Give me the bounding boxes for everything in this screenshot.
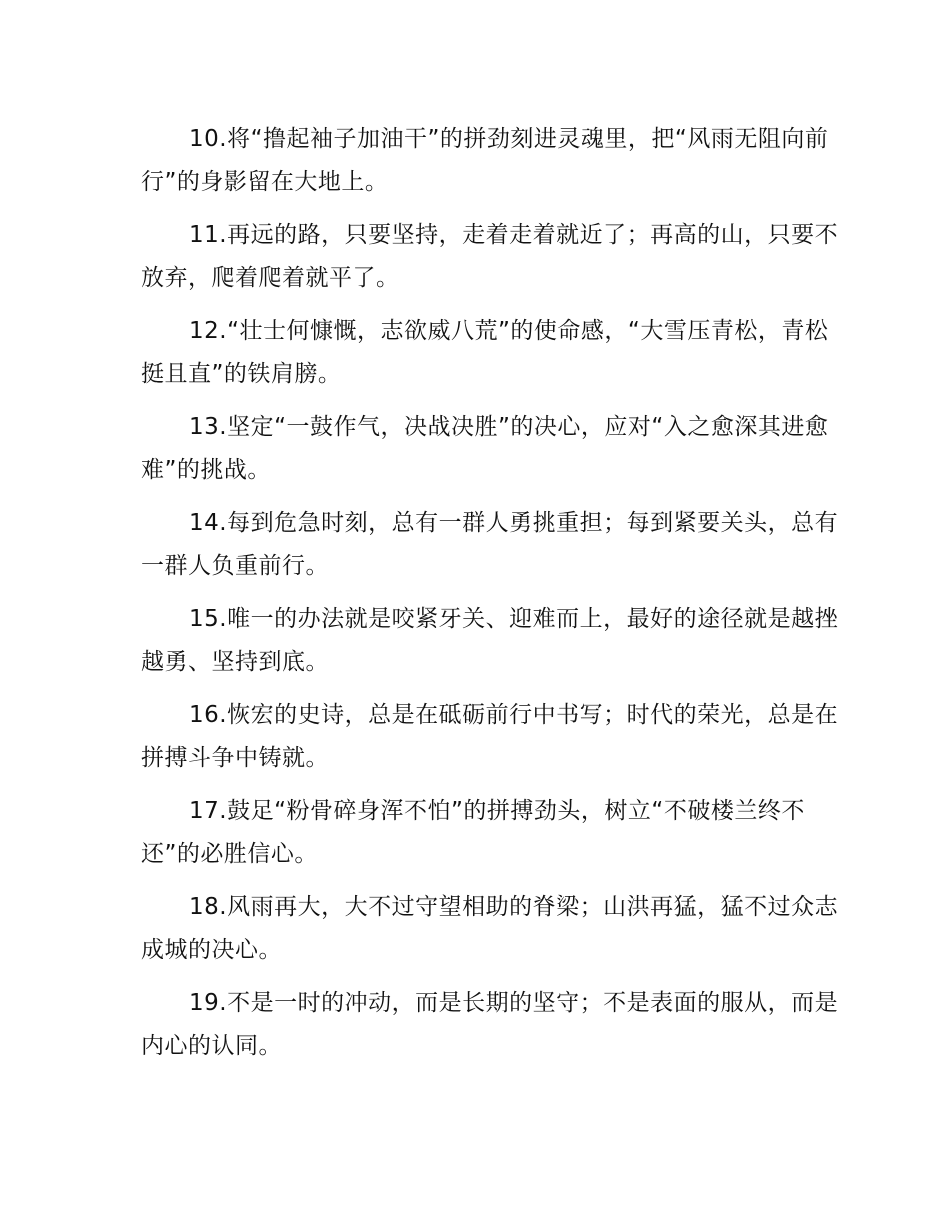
paragraph-number: 15. xyxy=(189,606,228,632)
paragraph-text: 唯一的办法就是咬紧牙关、迎难而上，最好的途径就是越挫越勇、坚持到底。 xyxy=(141,606,839,675)
paragraph-19 xyxy=(141,982,841,1068)
paragraph-number: 13. xyxy=(189,414,228,440)
document-body xyxy=(141,118,841,1078)
paragraph-18 xyxy=(141,886,841,972)
paragraph-number: 11. xyxy=(189,222,228,248)
paragraph-13 xyxy=(141,406,841,492)
paragraph-text: “壮士何慷慨，志欲威八荒”的使命感，“大雪压青松，青松挺且直”的铁肩膀。 xyxy=(141,318,829,387)
paragraph-12 xyxy=(141,310,841,396)
paragraph-number: 14. xyxy=(189,510,228,536)
paragraph-text: 鼓足“粉骨碎身浑不怕”的拼搏劲头，树立“不破楼兰终不还”的必胜信心。 xyxy=(141,798,805,867)
paragraph-16 xyxy=(141,694,841,780)
paragraph-text: 风雨再大，大不过守望相助的脊梁；山洪再猛，猛不过众志成城的决心。 xyxy=(141,894,839,963)
paragraph-10 xyxy=(141,118,841,204)
paragraph-17 xyxy=(141,790,841,876)
paragraph-text: 将“撸起袖子加油干”的拼劲刻进灵魂里，把“风雨无阻向前行”的身影留在大地上。 xyxy=(141,126,829,195)
paragraph-number: 19. xyxy=(189,990,228,1016)
paragraph-number: 17. xyxy=(189,798,228,824)
paragraph-14 xyxy=(141,502,841,588)
paragraph-number: 16. xyxy=(189,702,228,728)
paragraph-text: 恢宏的史诗，总是在砥砺前行中书写；时代的荣光，总是在拼搏斗争中铸就。 xyxy=(141,702,839,771)
paragraph-number: 10. xyxy=(189,126,228,152)
paragraph-number: 12. xyxy=(189,318,228,344)
paragraph-11 xyxy=(141,214,841,300)
paragraph-text: 坚定“一鼓作气，决战决胜”的决心，应对“入之愈深其进愈难”的挑战。 xyxy=(141,414,829,483)
paragraph-15 xyxy=(141,598,841,684)
paragraph-text: 再远的路，只要坚持，走着走着就近了；再高的山，只要不放弃，爬着爬着就平了。 xyxy=(141,222,839,291)
paragraph-text: 不是一时的冲动，而是长期的坚守；不是表面的服从，而是内心的认同。 xyxy=(141,990,839,1059)
paragraph-number: 18. xyxy=(189,894,228,920)
paragraph-text: 每到危急时刻，总有一群人勇挑重担；每到紧要关头，总有一群人负重前行。 xyxy=(141,510,839,579)
